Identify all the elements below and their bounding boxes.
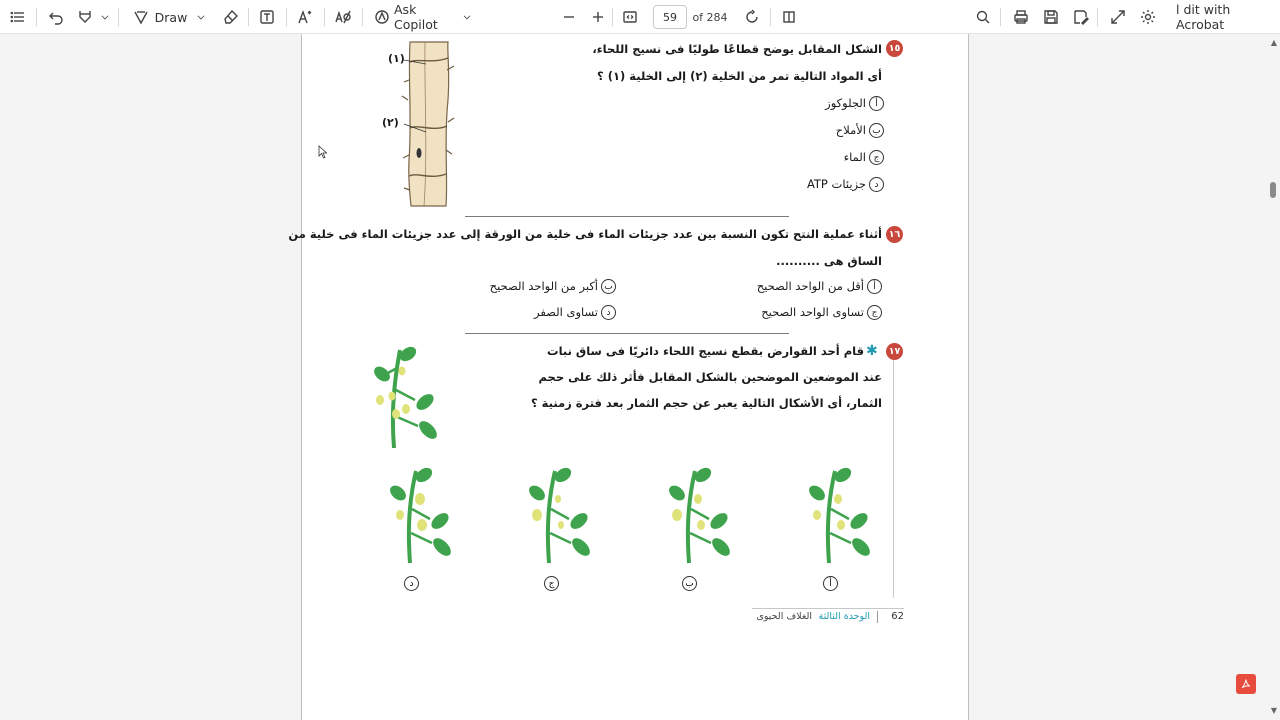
q16-option-a — [757, 279, 882, 294]
question-16-number: ١٦ — [886, 226, 903, 243]
q16-option-b-letter: ب — [601, 279, 616, 294]
q16-option-a-letter: أ — [867, 279, 882, 294]
page-total — [692, 0, 728, 34]
q16-option-d — [534, 305, 616, 320]
plant-reference-figure — [368, 342, 444, 450]
page-margin-rule — [893, 360, 894, 598]
footer-line — [752, 608, 904, 609]
page-number-value: 59 — [663, 10, 677, 24]
print-icon[interactable] — [1010, 0, 1032, 34]
settings-gear-icon[interactable] — [1137, 0, 1159, 34]
zoom-in-icon[interactable] — [588, 0, 608, 34]
footer-unit: الوحدة الثالثة — [818, 611, 870, 622]
question-17-line2: عند الموضعين الموضحين بالشكل المقابل فأثر ذلك على حجم — [538, 370, 882, 384]
page-view-icon[interactable] — [778, 0, 800, 34]
q15-option-d-letter: د — [869, 177, 884, 192]
q15-option-a-letter: أ — [869, 96, 884, 111]
q16-option-d-letter: د — [601, 305, 616, 320]
draw-pen-icon[interactable] — [130, 0, 152, 34]
draw-label: Draw — [154, 9, 188, 25]
save-as-icon[interactable] — [1070, 0, 1092, 34]
separator-line — [465, 216, 789, 217]
acrobat-icon[interactable] — [1236, 674, 1256, 694]
q17-option-b-letter: ب — [682, 576, 697, 591]
q16-option-b-text: أكبر من الواحد الصحيح — [489, 279, 598, 293]
read-aloud-icon[interactable] — [294, 0, 316, 34]
q17-option-c-letter: ج — [544, 576, 559, 591]
plant-option-d-figure — [386, 465, 456, 565]
page-total-label: of 284 — [692, 10, 728, 24]
q17-option-d — [401, 573, 419, 592]
q15-option-a-text: الجلوكوز — [825, 96, 866, 110]
question-15-line2: أى المواد التالية تمر من الخلية (٢) إلى الخلية (١) ؟ — [597, 69, 882, 83]
q16-option-d-text: تساوى الصفر — [533, 305, 598, 319]
q17-option-a-letter: أ — [823, 576, 838, 591]
q15-option-b-text: الأملاح — [835, 123, 866, 137]
text-box-icon[interactable] — [256, 0, 278, 34]
q16-option-c-letter: ج — [867, 305, 882, 320]
footer-divider — [877, 611, 878, 623]
edit-with-acrobat-label: l dit with Acrobat — [1176, 2, 1231, 32]
q15-option-d-text: جزيئات ATP — [806, 177, 866, 191]
question-17-line3: الثمار، أى الأشكال التالية يعبر عن حجم الثمار بعد فترة زمنية ؟ — [530, 396, 882, 410]
figure-label-1: (١) — [388, 52, 405, 65]
footer-page-number: 62 — [891, 611, 904, 622]
pdf-toolbar — [0, 0, 1280, 34]
eraser-icon[interactable] — [220, 0, 242, 34]
vertical-scrollbar[interactable] — [1266, 34, 1280, 720]
q15-option-b — [836, 123, 884, 138]
draw-dropdown-chevron-icon[interactable] — [194, 0, 208, 34]
figure-leader-lines — [400, 54, 430, 144]
expand-icon[interactable] — [1107, 0, 1129, 34]
q17-option-b — [679, 573, 697, 592]
star-icon: ✱ — [866, 343, 878, 359]
fit-page-icon[interactable] — [619, 0, 641, 34]
question-16-line1: أثناء عملية النتح تكون النسبة بين عدد جزيئات الماء فى خلية من الورقة إلى عدد جزيئات الماء فى خلية من — [288, 227, 882, 241]
plant-option-a-figure — [805, 465, 875, 565]
zoom-out-icon[interactable] — [559, 0, 579, 34]
draw-button[interactable] — [154, 0, 188, 34]
q16-option-b — [490, 279, 616, 294]
rotate-icon[interactable] — [741, 0, 763, 34]
save-icon[interactable] — [1040, 0, 1062, 34]
question-15-number: ١٥ — [886, 40, 903, 57]
question-17-line1: قام أحد القوارض بقطع نسيج اللحاء دائريًا فى ساق نبات — [547, 344, 864, 358]
q15-option-b-letter: ب — [869, 123, 884, 138]
question-15-line1: الشكل المقابل يوضح قطاعًا طوليًا فى نسيج اللحاء، — [592, 42, 882, 56]
scroll-up-arrow-icon[interactable]: ▲ — [1270, 38, 1277, 47]
separator-line — [465, 333, 789, 334]
footer-topic: الغلاف الحيوى — [756, 611, 812, 622]
highlight-dropdown-chevron-icon[interactable] — [98, 0, 112, 34]
question-17-number: ١٧ — [886, 343, 903, 360]
q15-option-d — [807, 177, 884, 192]
q15-option-c-letter: ج — [869, 150, 884, 165]
scrollbar-thumb[interactable] — [1270, 182, 1276, 198]
q16-option-c — [761, 305, 882, 320]
q16-option-a-text: أقل من الواحد الصحيح — [756, 279, 864, 293]
plant-option-b-figure — [665, 465, 735, 565]
undo-icon[interactable] — [46, 0, 66, 34]
q15-option-c-text: الماء — [843, 150, 866, 164]
q17-option-d-letter: د — [404, 576, 419, 591]
figure-label-2: (٢) — [382, 116, 399, 129]
edit-with-acrobat-button[interactable] — [1176, 0, 1270, 34]
plant-option-c-figure — [525, 465, 595, 565]
menu-icon[interactable] — [8, 0, 28, 34]
q17-option-a — [820, 573, 838, 592]
copilot-icon[interactable] — [372, 0, 392, 34]
q15-option-c — [844, 150, 884, 165]
copilot-dropdown-chevron-icon[interactable] — [460, 0, 474, 34]
search-icon[interactable] — [972, 0, 994, 34]
mouse-cursor-icon — [318, 145, 328, 159]
ask-copilot-label: Ask Copilot — [394, 2, 438, 32]
q16-option-c-text: تساوى الواحد الصحيح — [761, 305, 864, 319]
q15-option-a — [825, 96, 884, 111]
translate-icon[interactable] — [332, 0, 354, 34]
question-16-line2: الساق هى .......... — [776, 254, 882, 268]
page-number-input[interactable] — [653, 5, 687, 29]
q17-option-c — [541, 573, 559, 592]
highlight-icon[interactable] — [74, 0, 96, 34]
scroll-down-arrow-icon[interactable]: ▼ — [1270, 706, 1277, 715]
ask-copilot-button[interactable] — [394, 0, 458, 34]
